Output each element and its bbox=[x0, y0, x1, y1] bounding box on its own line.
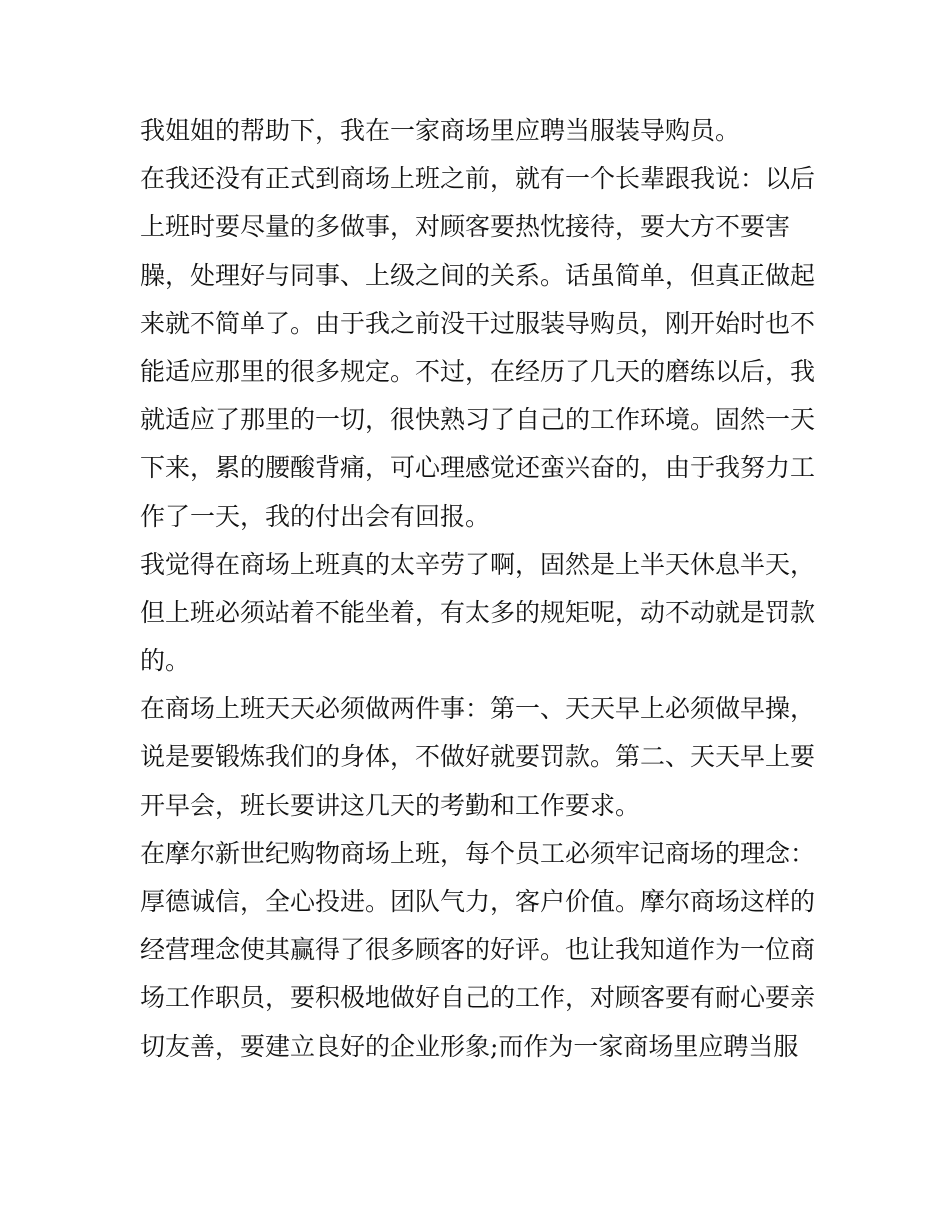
text-line: 臊，处理好与同事、上级之间的关系。话虽简单，但真正做起 bbox=[140, 260, 816, 290]
text-line: 在摩尔新世纪购物商场上班，每个员工必须牢记商场的理念： bbox=[140, 838, 816, 868]
text-line: 经营理念使其赢得了很多顾客的好评。也让我知道作为一位商 bbox=[140, 935, 816, 965]
text-line: 厚德诚信，全心投进。团队气力，客户价值。摩尔商场这样的 bbox=[140, 887, 816, 916]
text-line: 切友善，要建立良好的企业形象;而作为一家商场里应聘当服 bbox=[140, 1031, 799, 1061]
text-line: 我觉得在商场上班真的太辛劳了啊，固然是上半天休息半天， bbox=[140, 549, 816, 579]
text-line: 我姐姐的帮助下，我在一家商场里应聘当服装导购员。 bbox=[140, 116, 741, 145]
text-line: 但上班必须站着不能坐着，有太多的规矩呢，动不动就是罚款 bbox=[140, 597, 816, 627]
text-line: 的。 bbox=[140, 646, 191, 676]
body-text bbox=[140, 107, 820, 1071]
text-line: 上班时要尽量的多做事，对顾客要热忱接待，要大方不要害 bbox=[140, 212, 791, 242]
text-line: 来就不简单了。由于我之前没干过服装导购员，刚开始时也不 bbox=[140, 308, 816, 338]
text-line: 说是要锻炼我们的身体，不做好就要罚款。第二、天天早上要 bbox=[140, 742, 816, 772]
text-line: 作了一天，我的付出会有回报。 bbox=[140, 501, 491, 531]
text-line: 在商场上班天天必须做两件事：第一、天天早上必须做早操， bbox=[140, 694, 816, 724]
text-line: 在我还没有正式到商场上班之前，就有一个长辈跟我说：以后 bbox=[140, 164, 816, 194]
text-line: 开早会，班长要讲这几天的考勤和工作要求。 bbox=[140, 790, 641, 820]
text-line: 场工作职员，要积极地做好自己的工作，对顾客要有耐心要亲 bbox=[140, 983, 816, 1013]
text-line: 下来，累的腰酸背痛，可心理感觉还蛮兴奋的，由于我努力工 bbox=[140, 453, 816, 483]
text-line: 就适应了那里的一切，很快熟习了自己的工作环境。固然一天 bbox=[140, 405, 816, 435]
text-line: 能适应那里的很多规定。不过，在经历了几天的磨练以后，我 bbox=[140, 356, 816, 386]
